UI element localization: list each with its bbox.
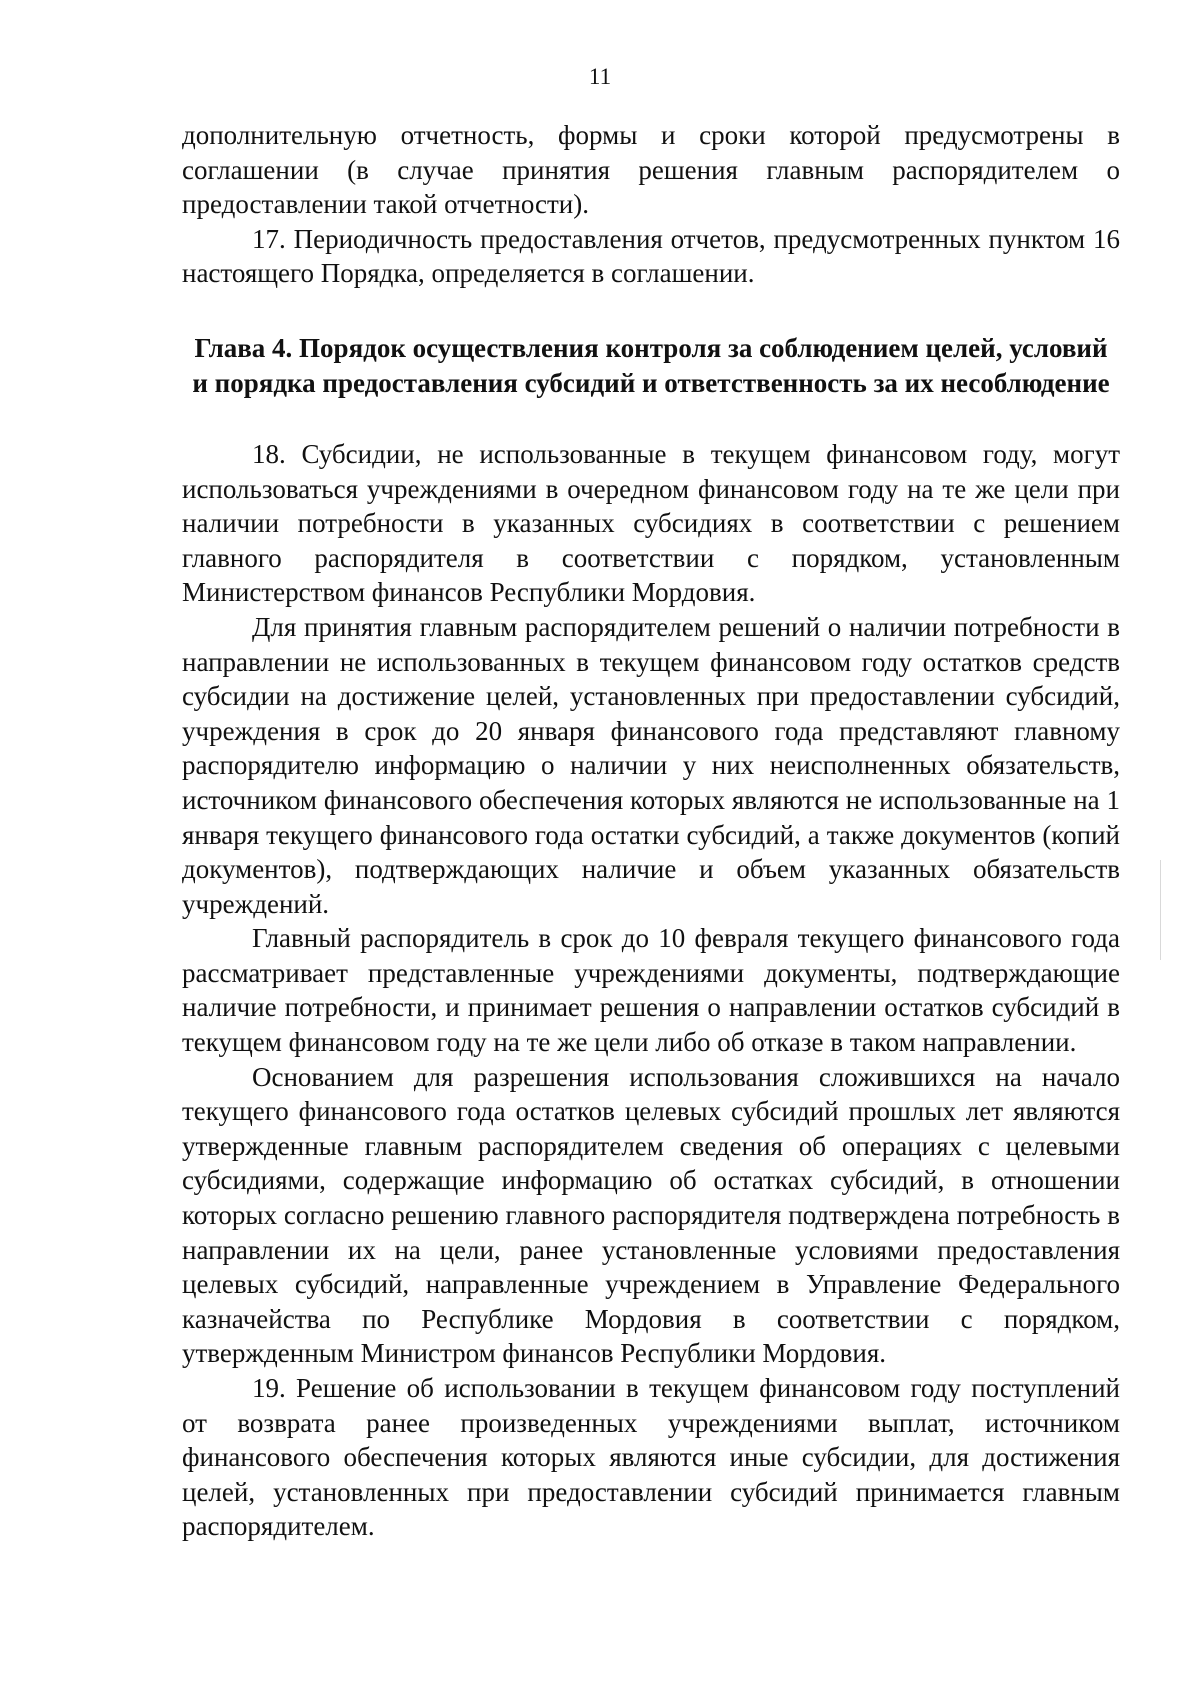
paragraph-18: 18. Субсидии, не использованные в текущем финансовом году, могут использоваться учреждениями в очередном финансовом году на те же цели при наличии потребности в указанных субсидиях в соответствии с решением главного распорядителя в соответствии с порядком, установленным Министерством финансов Республики Мордовия. [182, 438, 1120, 608]
scan-margin-mark [1160, 860, 1161, 960]
paragraph-19: 19. Решение об использовании в текущем финансовом году поступлений от возврата ранее произведенных учреждениями выплат, источником финансового обеспечения которых являются иные субсидии, для достижения целей, установленных при предоставлении субсидий принимается главным распорядителем. [182, 1373, 1120, 1542]
paragraph-18-basis: Основанием для разрешения использования сложившихся на начало текущего финансового года остатков целевых субсидий прошлых лет являются утвержденные главным распорядителем сведения об операциях с целевыми субсидиями, содержащие информацию об остатках субсидий, в отношении которых согласно решению главного распорядителя подтверждена потребность в направлении их на цели, ранее установленные условиями предоставления целевых субсидий, направленные учреждением в Управление Федерального казначейства по Республике Мордовия в соответствии с порядком, утвержденным Министром финансов Республики Мордовия. [182, 1061, 1120, 1369]
paragraph-continuation: дополнительную отчетность, формы и сроки которой предусмотрены в соглашении (в случае принятия решения главным распорядителем о предоставлении такой отчетности). [182, 120, 1120, 220]
document-body [182, 118, 1120, 1544]
paragraph-18-review: Главный распорядитель в срок до 10 февраля текущего финансового года рассматривает представленные учреждениями документы, подтверждающие наличие потребности, и принимает решения о направлении остатков субсидий в текущем финансовом году на те же цели либо об отказе в таком направлении. [182, 923, 1120, 1058]
paragraph-17: 17. Периодичность предоставления отчетов, предусмотренных пунктом 16 настоящего Порядка, определяется в соглашении. [182, 223, 1120, 289]
page-number: 11 [588, 64, 612, 89]
chapter-title: Глава 4. Порядок осуществления контроля за соблюдением целей, условий и порядка предоставления субсидий и ответственность за их несоблюдение [192, 332, 1110, 398]
paragraph-18-decision: Для принятия главным распорядителем решений о наличии потребности в направлении не использованных в текущем финансовом году остатков средств субсидии на достижение целей, установленных при предоставлении субсидий, учреждения в срок до 20 января финансового года представляют главному распорядителю информацию о наличии у них неисполненных обязательств, источником финансового обеспечения которых являются не использованные на 1 января текущего финансового года остатки субсидий, а также документов (копий документов), подтверждающих наличие и объем указанных обязательств учреждений. [182, 611, 1120, 919]
